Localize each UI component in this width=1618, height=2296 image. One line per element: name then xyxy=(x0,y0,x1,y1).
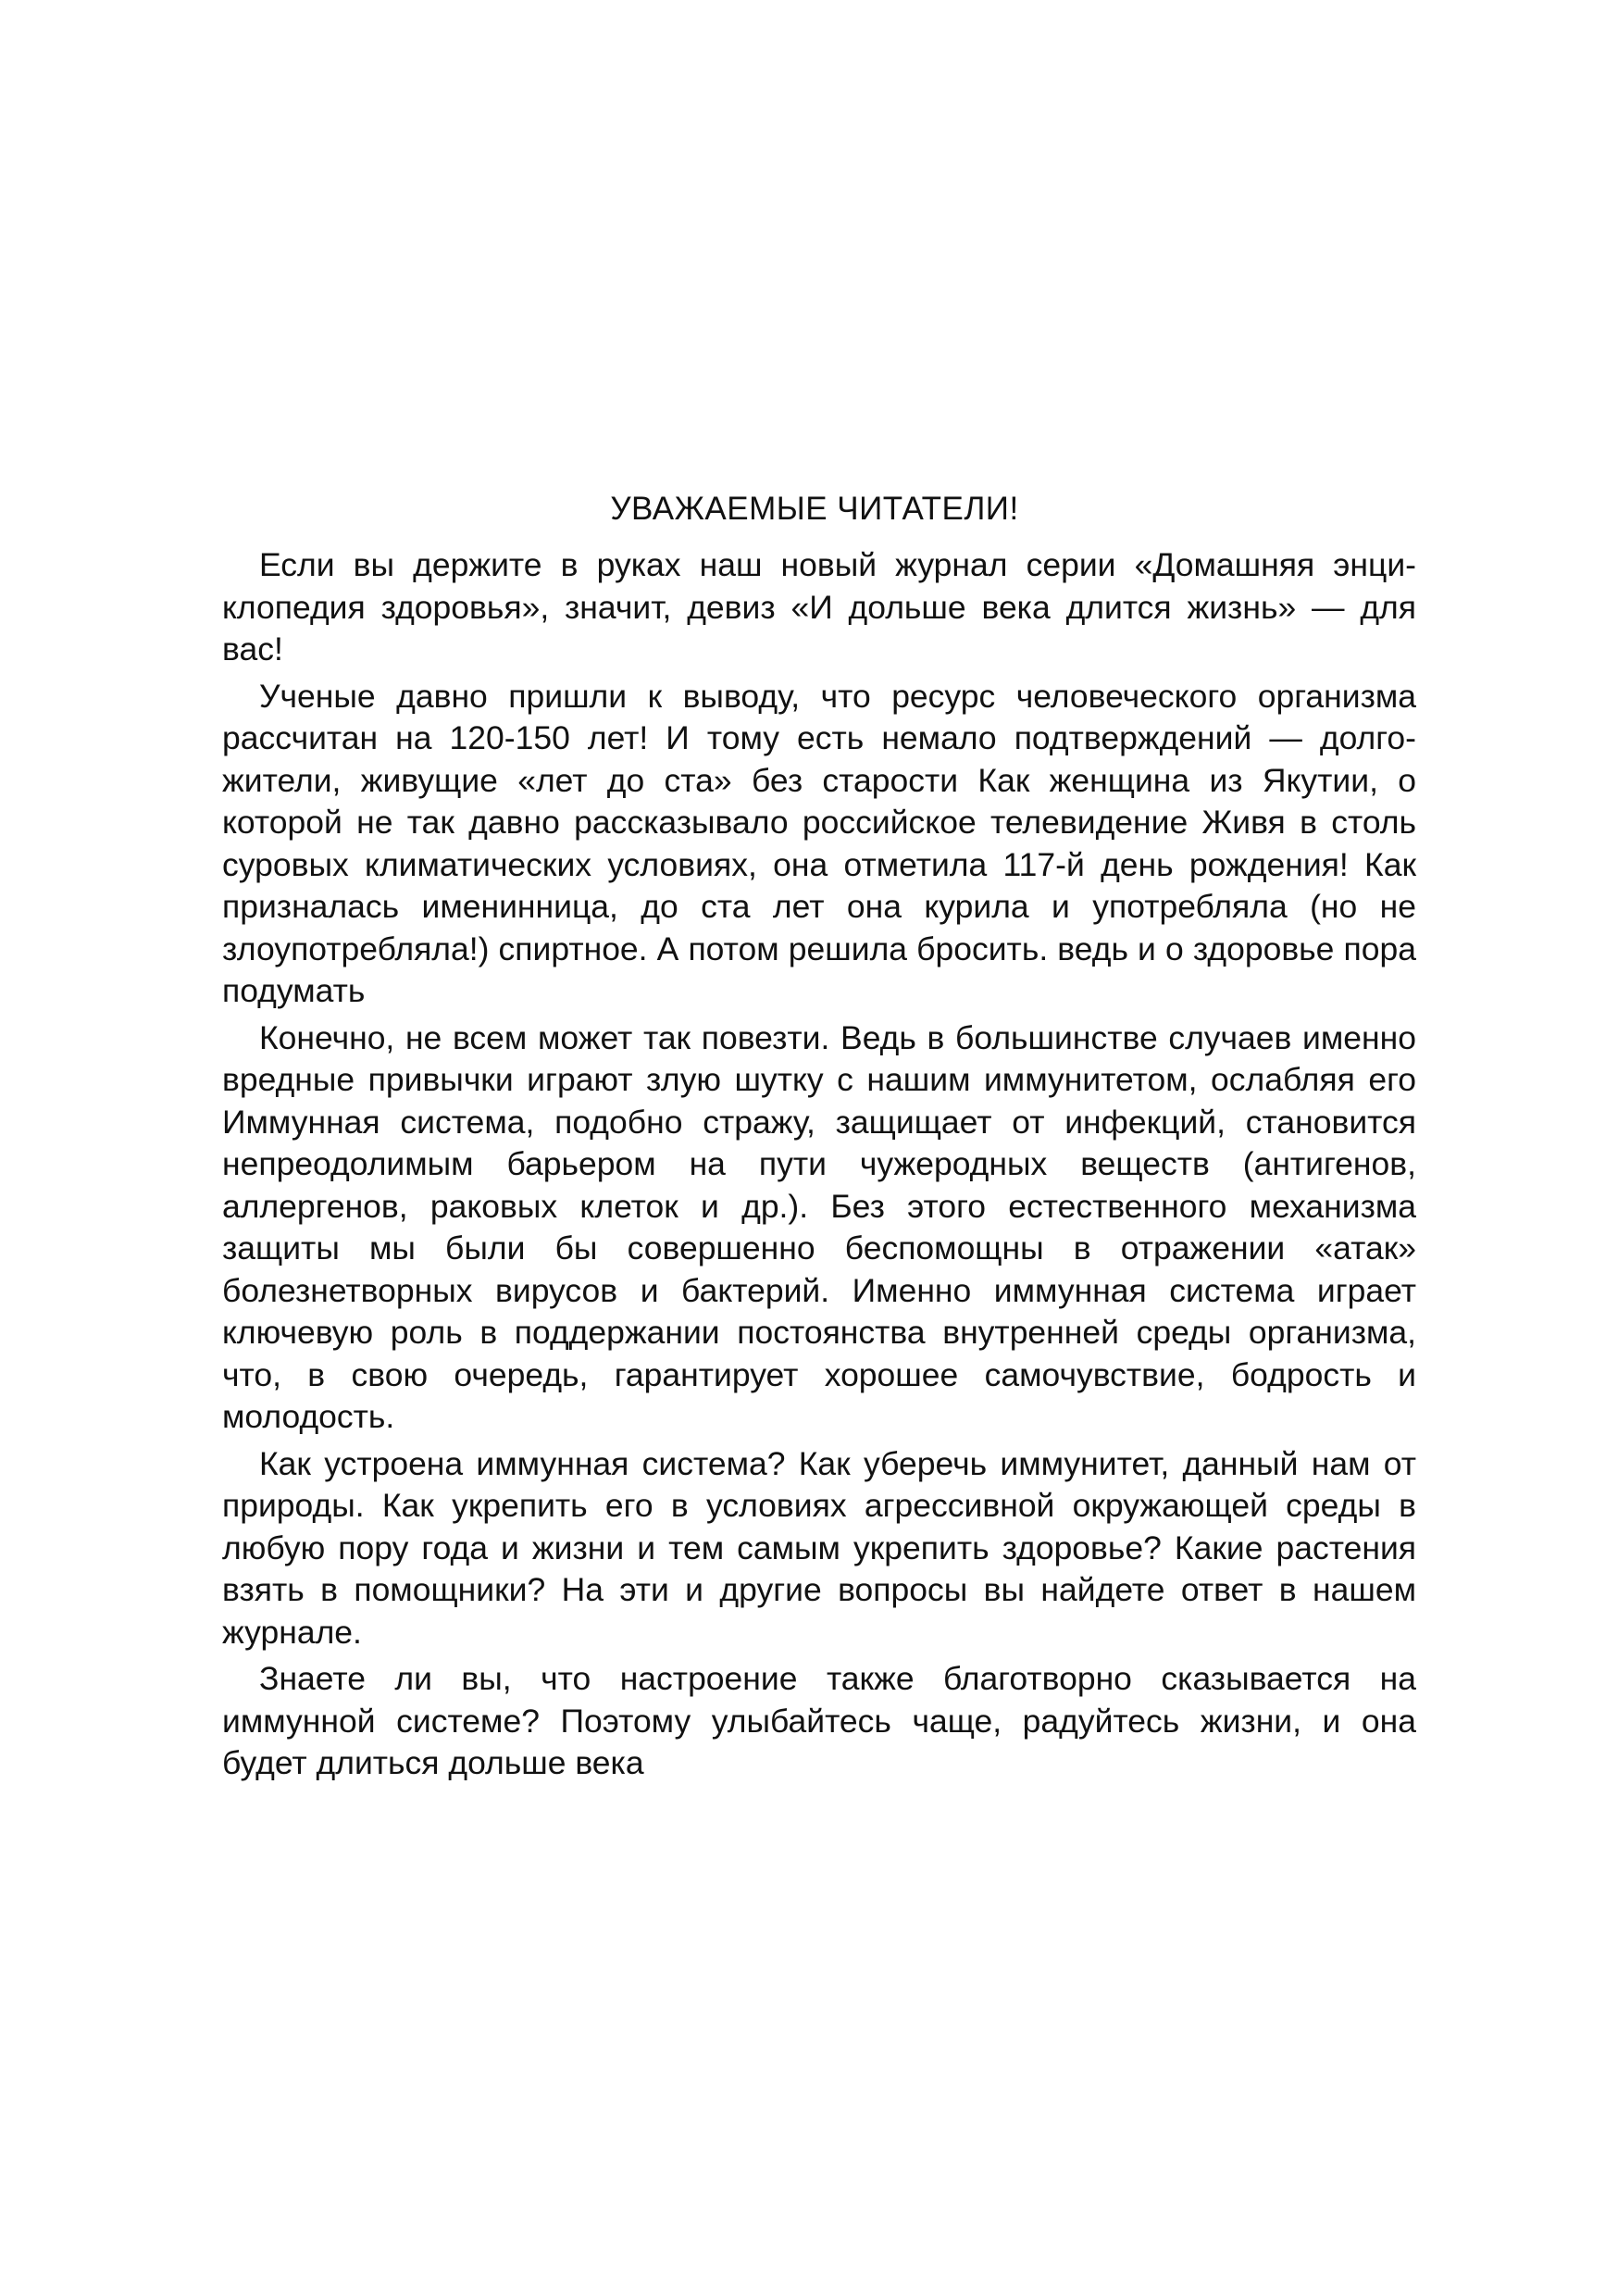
paragraph-intro: Если вы держите в руках наш новый журнал серии «Домашняя энциклопедия здоровья», значит, девиз «И дольше века длится жизнь» — для вас! xyxy=(222,546,1416,668)
paragraph-questions: Как устроена иммунная система? Как уберечь иммунитет, данный нам от природы. Как укрепить его в условиях агрессивной окружающей среды в любую пору года и жизни и тем самым укрепить здоровье? Какие растения взять в помощники? На эти и другие вопросы вы найдете ответ в нашем журнале. xyxy=(222,1444,1416,1651)
paragraph-longevity: Ученые давно пришли к выводу, что ресурс человеческого организма рассчитан на 120-150 лет! И тому есть немало подтверждений — долгожители, живущие «лет до ста» без старости Как женщина из Якутии, о которой не так давно рассказывало российское телевидение Живя в столь суровых климатических условиях, она отметила 117-й день рождения! Как призналась именинница, до ста лет она курила и употребляла (но не злоупотребляла!) спиртное. А потом решила бросить. ведь и о здоровье пора подумать xyxy=(222,677,1416,1009)
page-title: УВАЖАЕМЫЕ ЧИТАТЕЛИ! xyxy=(610,491,1019,527)
article-body xyxy=(222,544,1416,1790)
paragraph-immune-system: Конечно, не всем может так повезти. Ведь в большинстве случаев именно вредные привычки играют злую шутку с нашим иммунитетом, ослабляя его Иммунная система, подобно стражу, защищает от инфекций, становится непреодолимым барьером на пути чужеродных веществ (антигенов, аллергенов, раковых клеток и др.). Без этого естественного механизма защиты мы были бы совершенно беспомощны в отражении «атак» болезнетворных вирусов и бактерий. Именно иммунная система играет ключевую роль в поддержании постоянства внутренней среды организма, что, в свою очередь, гарантирует хорошее самочувствие, бодрость и молодость. xyxy=(222,1018,1416,1435)
paragraph-mood: Знаете ли вы, что настроение также благотворно сказывается на иммунной системе? Поэтому улыбайтесь чаще, радуйтесь жизни, и она будет длиться дольше века xyxy=(222,1660,1416,1781)
